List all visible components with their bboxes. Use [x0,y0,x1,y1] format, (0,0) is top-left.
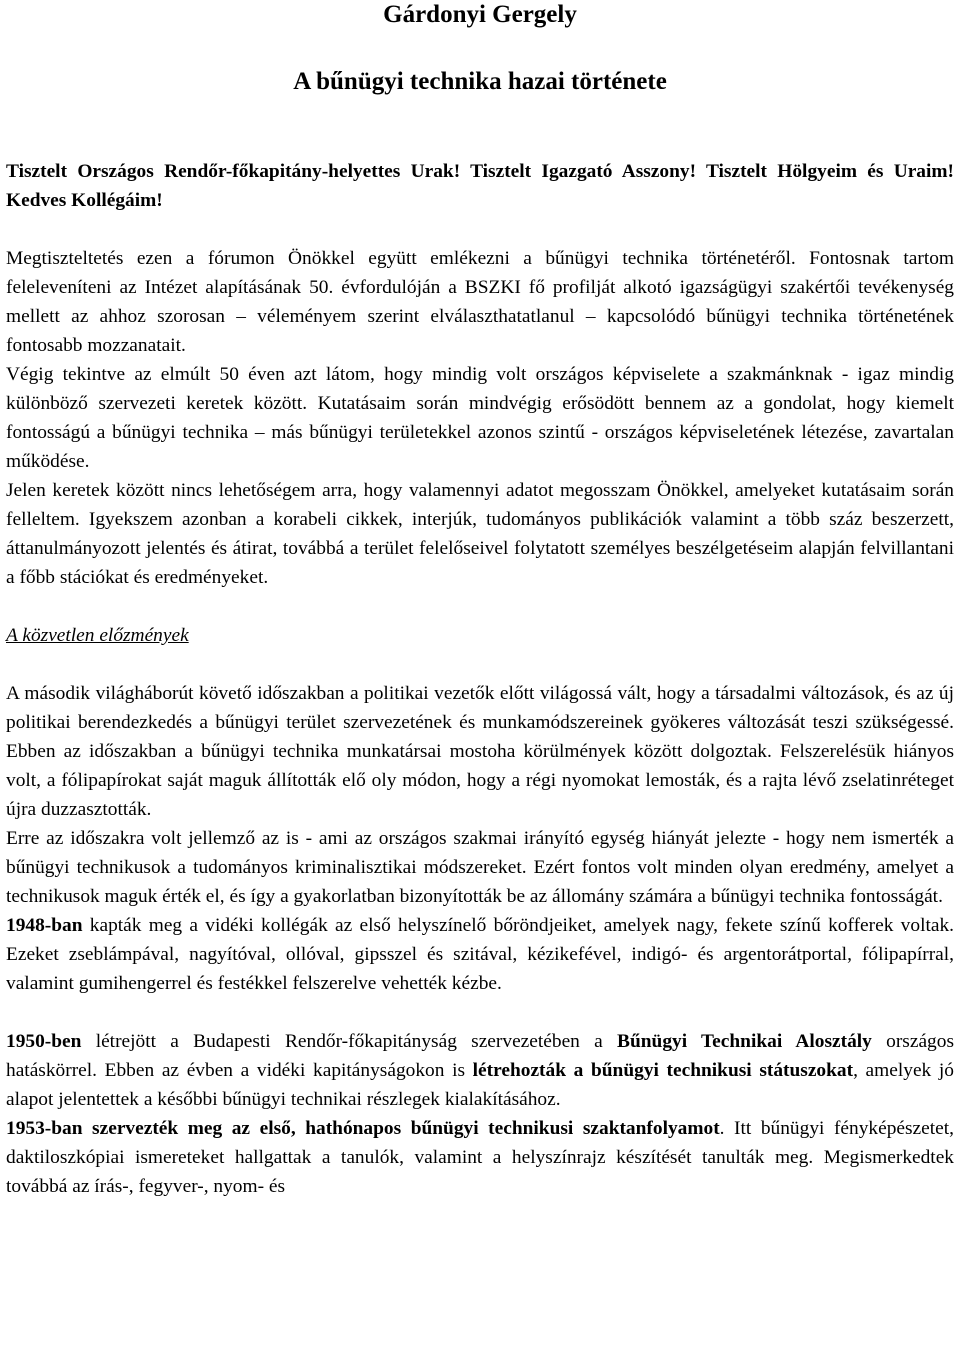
intro-paragraph-1: Megtiszteltetés ezen a fórumon Önökkel együtt emlékezni a bűnügyi technika történetéről. Fontosnak tartom feleleveníteni az Intézet alapításának 50. évfordulóján a BSZKI fő profilját alkotó igazságügyi szakértői tevékenység mellett az ahhoz szorosan – véleményem szerint elválaszthatatlanul – kapcsolódó bűnügyi technika történetének fontosabb mozzanatait. [6,248,954,356]
author-name: Gárdonyi Gergely [383,1,577,28]
document-title: A bűnügyi technika hazai története [293,68,667,95]
text-1953: . Itt bűnügyi fényképészetet, daktiloszkópiai ismereteket hallgattak a tanulók, valamint a helyszínrajz készítését tanulták meg. Megismerkedtek továbbá az írás-, fegyver-, nyom- és [6,1118,954,1197]
text-1950-c: , amelyek jó alapot jelentettek a későbbi bűnügyi technikai részlegek kialakításához. [6,1060,954,1110]
salutation: Tisztelt Országos Rendőr-főkapitány-helyettes Urak! Tisztelt Igazgató Asszony! Tisztelt Hölgyeim és Uraim! Kedves Kollégáim! [6,161,954,211]
section-heading: A közvetlen előzmények [6,625,189,646]
year-1948: 1948-ban [6,915,83,936]
section-paragraph-1948 [6,911,954,998]
unit-name: Bűnügyi Technikai Alosztály [617,1031,872,1052]
section-paragraph-1953 [6,1114,954,1201]
text-1948: kapták meg a vidéki kollégák az első helyszínelő bőröndjeiket, amelyek nagy, fekete színű kofferek voltak. Ezeket zseblámpával, nagyítóval, ollóval, gipsszel és szitával, kézikefével, indigó- és argentorátportal, fólipapírral, valamint gumihengerrel és festékkel felszerelve vehették kézbe. [6,915,954,994]
intro-paragraph-3: Jelen keretek között nincs lehetőségem arra, hogy valamennyi adatot megosszam Önökkel, amelyeket kutatásaim során felleltem. Igyekszem azonban a korabeli cikkek, interjúk, tudományos publikációk valamint a több száz beszerzett, áttanulmányozott jelentés és átirat, továbbá a terület felelőseivel folytatott személyes beszélgetéseim alapján felvillantani a főbb stációkat és eredményeket. [6,480,954,588]
section-paragraph-1950 [6,1027,954,1114]
section-paragraph-1: A második világháborút követő időszakban a politikai vezetők előtt világossá vált, hogy a társadalmi változások, és az új politikai berendezkedés a bűnügyi terület szervezetének és munkamódszereinek gyökeres változását teszi szükségessé. Ebben az időszakban a bűnügyi technika munkatársai mostoha körülmények között dolgoztak. Felszerelésük hiányos volt, a fólipapírokat saját maguk állították elő oly módon, hogy a régi nyomokat lemosták, és a rajta lévő zselatinréteget újra duzzasztották. [6,683,954,820]
text-1950-b: országos hatáskörrel. Ebben az évben a vidéki kapitányságokon is [6,1031,954,1081]
text-1950-a: létrejött a Budapesti Rendőr-főkapitányság szervezetében a [81,1031,618,1052]
intro-paragraph-2: Végig tekintve az elmúlt 50 éven azt látom, hogy mindig volt országos képviselete a szakmánknak - igaz mindig különböző szervezeti keretek között. Kutatásaim során mindvégig erősödött bennem az a gondolat, hogy kiemelt fontosságú a bűnügyi technika – más bűnügyi területekkel azonos szintű - országos képviseletének létezése, zavartalan működése. [6,364,954,472]
technician-positions: létrehozták a bűnügyi technikusi státuszokat [472,1060,854,1081]
year-1950: 1950-ben [6,1031,82,1052]
year-1953-course: 1953-ban szervezték meg az első, hathónapos bűnügyi technikusi szaktanfolyamot [6,1118,720,1139]
section-paragraph-2: Erre az időszakra volt jellemző az is - ami az országos szakmai irányító egység hiányát jelezte - hogy nem ismerték a bűnügyi technikusok a tudományos kriminalisztikai módszereket. Ezért fontos volt minden olyan eredmény, amelyet a technikusok maguk érték el, és így a gyakorlatban bizonyították be az állomány számára a bűnügyi technika fontosságát. [6,828,954,907]
